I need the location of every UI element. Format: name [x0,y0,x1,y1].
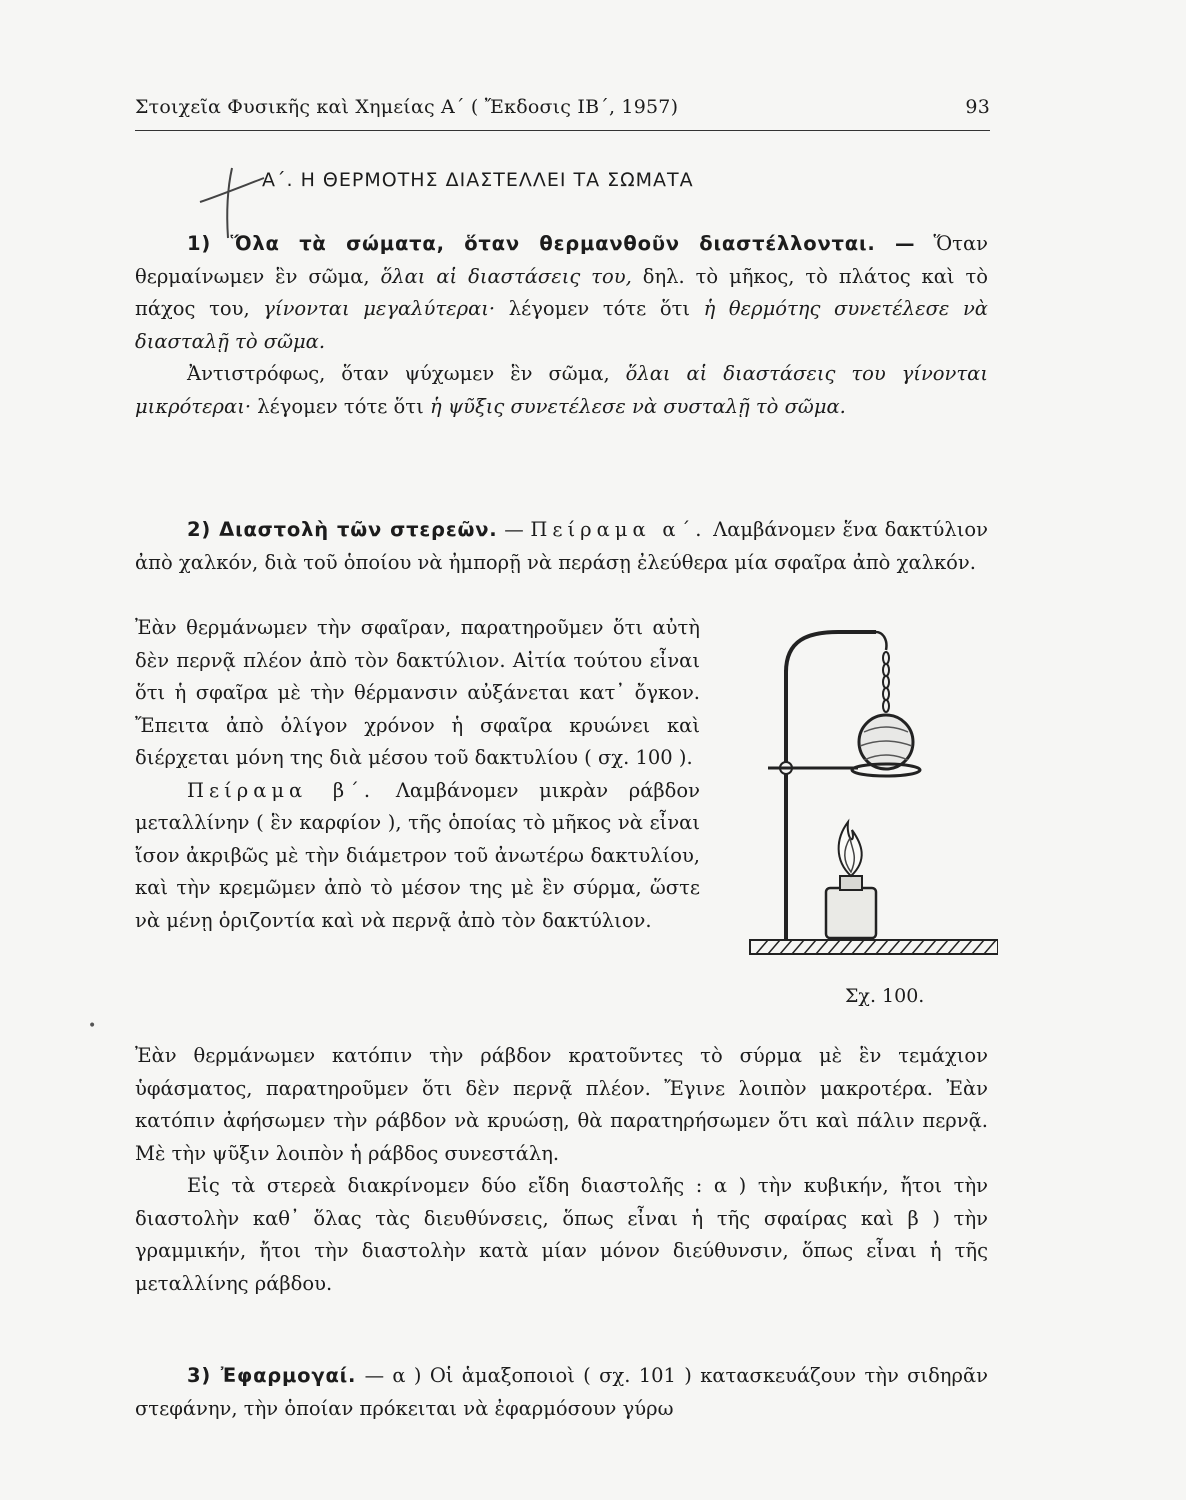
section-2-dash: — [497,518,531,541]
section-1-p2-d: ἡ ψῦξις συνετέλεσε νὰ συσταλῇ τὸ σῶμα. [429,394,846,418]
section-1 [135,228,988,423]
experiment-b-label: Πείραμα β΄. [187,778,376,802]
section-3 [135,1360,988,1425]
section-1-heading: 1) Ὅλα τὰ σώματα, ὅταν θερμανθοῦν διαστέλλονται. — [187,232,916,255]
section-2-continued [135,1040,988,1300]
section-3-heading: 3) Ἐφαρμογαί. [187,1364,357,1387]
experiment-a-label: Πείραμα α΄. [530,518,707,541]
section-1-text-d: γίνονται μεγαλύτεραι· [263,297,496,320]
section-2-intro [135,514,988,579]
running-title: Στοιχεῖα Φυσικῆς καὶ Χημείας Α΄ ( Ἔκδοσις ΙΒ΄, 1957) [135,96,679,118]
section-1-p2-a: Ἀντιστρόφως, ὅταν ψύχωμεν ἓν σῶμα, [187,362,610,385]
chapter-title: Α΄. Η ΘΕΡΜΟΤΗΣ ΔΙΑΣΤΕΛΛΕΙ ΤΑ ΣΩΜΑΤΑ [262,169,694,191]
section-1-text-e: λέγομεν τότε ὅτι [508,297,691,320]
section-1-text-a: Ὅταν θερμαίνωμεν ἓν σῶμα, [135,232,988,288]
section-2-narrow [135,612,700,937]
experiment-b-text-2: Ἐὰν θερμάνωμεν κατόπιν τὴν ράβδον κρατοῦντες τὸ σύρμα μὲ ἓν τεμάχιον ὑφάσματος, παρατηροῦμεν ὅτι δὲν περνᾷ πλέον. Ἔγινε λοιπὸν μακροτέρα. Ἐὰν κατόπιν ἀφήσωμεν τὴν ράβδον νὰ κρυώσῃ, θὰ παρατηρήσωμεν ὅτι καὶ πάλιν περνᾷ. Μὲ τὴν ψῦξιν λοιπὸν ἡ ράβδος συνεστάλη. [135,1044,988,1165]
ball-and-ring-apparatus-icon [748,610,998,970]
section-1-text-c: δηλ. τὸ μῆκος, τὸ πλάτος καὶ τὸ πάχος του, [135,264,989,320]
section-2-heading: 2) Διαστολὴ τῶν στερεῶν. [187,518,498,541]
header-rule [135,130,990,131]
section-1-text-b: ὅλαι αἱ διαστάσεις του, [380,264,632,288]
section-1-p2-b: ὅλαι αἱ διαστάσεις του γίνονται μικρότεραι· [135,362,988,418]
figure-caption: Σχ. 100. [845,985,925,1007]
experiment-a-text-1: Λαμβάνομεν ἕνα δακτύλιον ἀπὸ χαλκόν, διὰ τοῦ ὁποίου νὰ ἠμπορῇ νὰ περάσῃ ἐλεύθερα μία σφαῖρα ἀπὸ χαλκόν. [135,518,988,574]
running-header [135,96,990,118]
page-number: 93 [965,96,990,118]
experiment-b-text-1: Λαμβάνομεν μικρὰν ράβδον μεταλλίνην ( ἓν καρφίον ), τῆς ὁποίας τὸ μῆκος νὰ εἶναι ἴσον ἀκριβῶς μὲ τὴν διάμετρον τοῦ ἀνωτέρω δακτυλίου, καὶ τὴν κρεμῶμεν ἀπὸ τὸ μέσον της μὲ ἓν σύρμα, ὥστε νὰ μένῃ ὁριζοντία καὶ νὰ περνᾷ ἀπὸ τὸν δακτύλιον. [135,778,701,932]
section-1-text-f: ἡ θερμότης συνετέλεσε νὰ διασταλῇ τὸ σῶμα. [135,297,988,353]
expansion-types-paragraph: Εἰς τὰ στερεὰ διακρίνομεν δύο εἴδη διαστολῆς : α ) τὴν κυβικήν, ἤτοι τὴν διαστολὴν καθ᾿ ὅλας τὰς διευθύνσεις, ὅπως εἶναι ἡ τῆς σφαίρας καὶ β ) τὴν γραμμικήν, ἤτοι τὴν διαστολὴν κατὰ μίαν μόνον διεύθυνσιν, ὅπως εἶναι ἡ τῆς μεταλλίνης ράβδου. [135,1174,988,1295]
experiment-a-text-2: Ἐὰν θερμάνωμεν τὴν σφαῖραν, παρατηροῦμεν ὅτι αὐτὴ δὲν περνᾷ πλέον ἀπὸ τὸν δακτύλιον. Αἰτία τούτου εἶναι ὅτι ἡ σφαῖρα μὲ τὴν θέρμανσιν αὐξάνεται κατ᾿ ὄγκον. Ἔπειτα ἀπὸ ὀλίγον χρόνον ἡ σφαῖρα κρυώνει καὶ διέρχεται μόνη της διὰ μέσου τοῦ δακτυλίου ( σχ. 100 ). [135,616,700,769]
scan-speck: • [88,1018,97,1034]
section-1-p2-c: λέγομεν τότε ὅτι [257,394,424,418]
section-3-text: — α ) Οἱ ἁμαξοποιοὶ ( σχ. 101 ) κατασκευάζουν τὴν σιδηρᾶν στεφάνην, τὴν ὁποίαν πρόκειται νὰ ἐφαρμόσουν γύρω [135,1364,988,1420]
